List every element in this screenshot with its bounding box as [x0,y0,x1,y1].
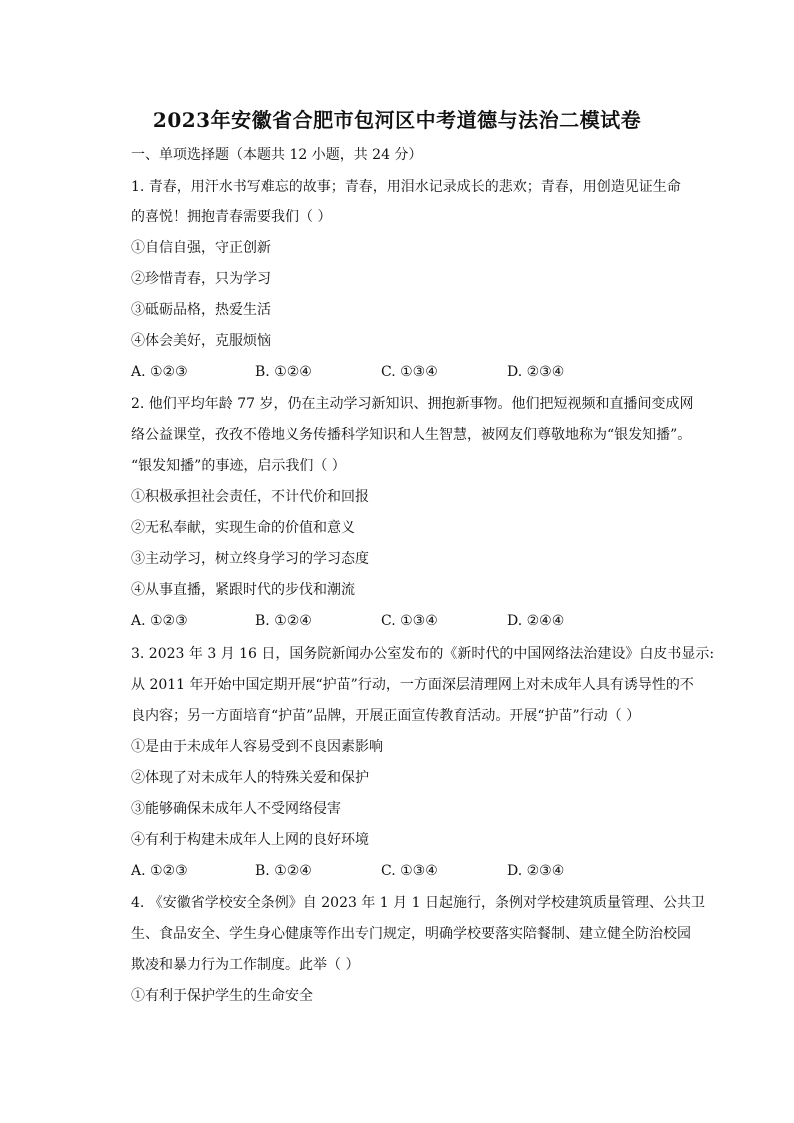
question-3-stem-line-1: 3. 2023 年 3 月 16 日，国务院新闻办公室发布的《新时代的中国网络法治建设》白皮书显示: [131,646,715,662]
question-3-statement-3: ③能够确保未成年人不受网络侵害 [131,801,341,817]
question-1-statement-2: ②珍惜青春，只为学习 [131,271,271,287]
question-4-stem-line-3: 欺凌和暴力行为工作制度。此举（ ） [131,957,360,973]
page-title: 2023年安徽省合肥市包河区中考道德与法治二模试卷 [152,108,642,132]
question-3-stem-line-3: 良内容；另一方面培育“护苗”品牌，开展正面宣传教育活动。开展“护苗”行动（ ） [131,708,641,724]
question-2-stem-line-2: 络公益课堂，孜孜不倦地义务传播科学知识和人生智慧，被网友们尊敬地称为“银发知播”。 [131,427,692,443]
option-d: D. ②④④ [507,613,565,629]
option-a: A. ①②③ [131,863,188,879]
question-1-statement-3: ③砥砺品格，热爱生活 [131,302,271,318]
question-4-stem-line-2: 生、食品安全、学生身心健康等作出专门规定，明确学校要落实陪餐制、建立健全防治校园 [131,926,691,942]
option-c: C. ①③④ [381,863,438,879]
question-3-statement-2: ②体现了对未成年人的特殊关爱和保护 [131,770,369,786]
option-b: B. ①②④ [255,863,312,879]
question-2-statement-4: ④从事直播，紧跟时代的步伐和潮流 [131,582,355,598]
option-b: B. ①②④ [255,364,312,380]
question-2-stem-line-3: “银发知播”的事迹，启示我们（ ） [131,458,346,474]
question-2-statement-1: ①积极承担社会责任，不计代价和回报 [131,489,369,505]
question-1-statement-4: ④体会美好，克服烦恼 [131,333,271,349]
option-b: B. ①②④ [255,613,312,629]
question-4-stem-line-1: 4. 《安徽省学校安全条例》自 2023 年 1 月 1 日起施行，条例对学校建筑质量管理、公共卫 [131,895,705,911]
question-2-statement-2: ②无私奉献，实现生命的价值和意义 [131,520,355,536]
option-a: A. ①②③ [131,613,188,629]
option-d: D. ②③④ [507,364,565,380]
question-2-statement-3: ③主动学习，树立终身学习的学习态度 [131,551,369,567]
option-d: D. ②③④ [507,863,565,879]
question-4-statement-1: ①有利于保护学生的生命安全 [131,988,313,1004]
question-1-stem-line-2: 的喜悦！拥抱青春需要我们（ ） [131,209,332,225]
option-c: C. ①③④ [381,364,438,380]
option-a: A. ①②③ [131,364,188,380]
question-3-statement-4: ④有利于构建未成年人上网的良好环境 [131,832,369,848]
question-2-stem-line-1: 2. 他们平均年龄 77 岁，仍在主动学习新知识、拥抱新事物。他们把短视频和直播间变成网 [131,396,694,412]
option-c: C. ①③④ [381,613,438,629]
question-3-statement-1: ①是由于未成年人容易受到不良因素影响 [131,739,383,755]
question-1-stem-line-1: 1. 青春，用汗水书写难忘的故事；青春，用泪水记录成长的悲欢；青春，用创造见证生命 [131,179,681,195]
section-heading: 一、单项选择题（本题共 12 小题，共 24 分） [131,147,423,163]
question-1-statement-1: ①自信自强，守正创新 [131,240,271,256]
question-3-stem-line-2: 从 2011 年开始中国定期开展“护苗”行动，一方面深层清理网上对未成年人具有诱导性的不 [131,677,694,693]
